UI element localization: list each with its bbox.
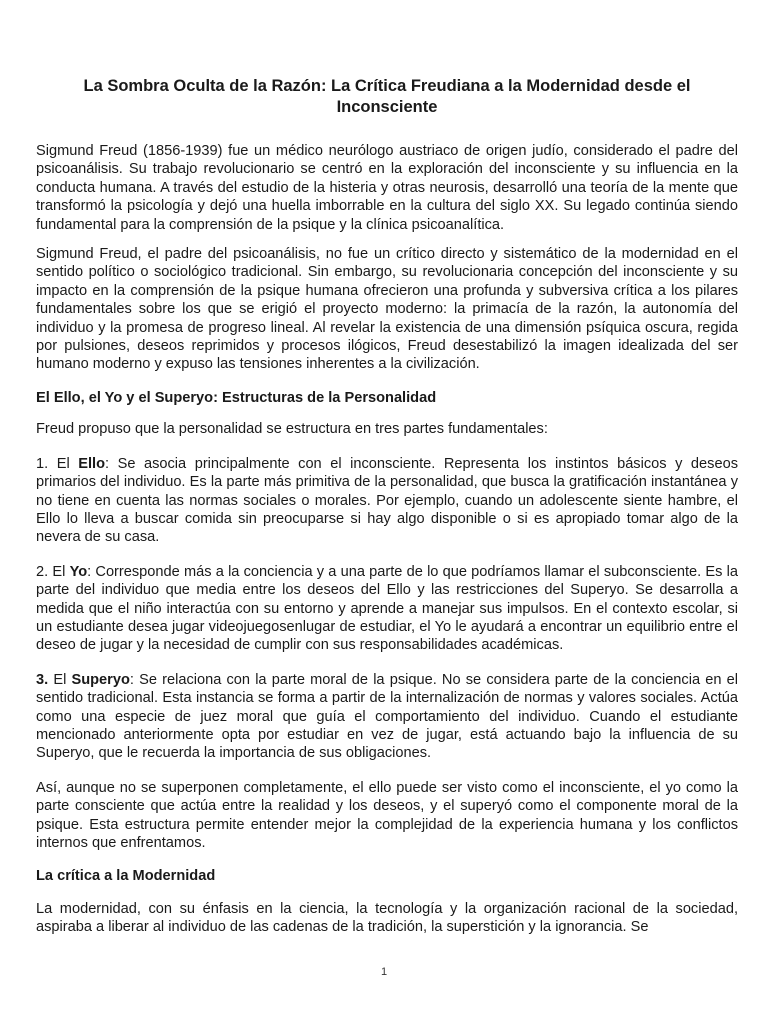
item-term: Ello <box>78 455 105 472</box>
list-item-superyo <box>36 671 738 763</box>
section-heading-structures: El Ello, el Yo y el Superyo: Estructuras de la Personalidad <box>36 389 437 406</box>
item-prefix: 2. El <box>36 563 70 580</box>
page-number: 1 <box>380 966 388 978</box>
modernity-paragraph: La modernidad, con su énfasis en la ciencia, la tecnología y la organización racional de la sociedad, aspiraba a liberar al individuo de las cadenas de la tradición, la superstición y la ignorancia. Se <box>36 900 738 936</box>
item-term: Superyo <box>71 671 130 688</box>
item-text: : Se relaciona con la parte moral de la psique. No se considera parte de la conciencia en el sentido tradicional. Esta instancia se forma a partir de la internalización de normas y valores sociales. Actúa como una especie de juez moral que guía el comportamiento del individuo. Cuando el estudiante mencionado anteriormente opta por estudiar en vez de jugar, está actuando bajo la influencia de su Superyo, que le recuerda la importancia de sus obligaciones. <box>36 671 738 762</box>
item-text: : Se asocia principalmente con el inconsciente. Representa los instintos básicos y deseos primarios del individuo. Es la parte más primitiva de la personalidad, que busca la gratificación instantánea y no tiene en cuenta las normas sociales o morales. Por ejemplo, cuando un adolescente siente hambre, el Ello lo lleva a buscar comida sin preocuparse si hay algo disponible o si es apropiado tomar algo de la nevera de su casa. <box>36 455 738 546</box>
item-prefix: El <box>48 671 72 688</box>
intro-paragraph-2: Sigmund Freud, el padre del psicoanálisis, no fue un crítico directo y sistemático de la modernidad en el sentido político o sociológico tradicional. Sin embargo, su revolucionaria concepción del inconsciente y su impacto en la comprensión de la psique humana ofrecieron una profunda y subversiva crítica a los pilares fundamentales sobre los que se erigió el proyecto moderno: la primacía de la razón, la autonomía del individuo y la promesa de progreso lineal. Al revelar la existencia de una dimensión psíquica oscura, regida por pulsiones, deseos reprimidos y procesos ilógicos, Freud desestabilizó la imagen idealizada del ser humano moderno y expuso las tensiones inherentes a la civilización. <box>36 246 738 373</box>
list-item-yo <box>36 563 738 655</box>
item-number: 3. <box>36 671 49 688</box>
item-text: : Corresponde más a la conciencia y a una parte de lo que podríamos llamar el subconsciente. Es la parte del individuo que media entre los deseos del Ello y las restricciones del Superyo. Se desarrolla a medida que el niño interactúa con su entorno y aprende a manejar sus impulsos. En el contexto escolar, si un estudiante desea jugar videojuegosenlugar de estudiar, el Yo le ayudará a encontrar un equilibrio entre el deseo de jugar y la necesidad de cumplir con sus responsabilidades académicas. <box>36 563 738 654</box>
list-item-ello <box>36 455 738 547</box>
section-heading-modernity: La crítica a la Modernidad <box>36 868 216 885</box>
section-lead: Freud propuso que la personalidad se estructura en tres partes fundamentales: <box>36 421 548 438</box>
item-term: Yo <box>69 563 88 580</box>
item-prefix: 1. El <box>36 455 79 472</box>
section-closing: Así, aunque no se superponen completamente, el ello puede ser visto como el inconsciente, el yo como la parte consciente que actúa entre la realidad y los deseos, y el superyó como el componente moral de la psique. Esta estructura permite entender mejor la complejidad de la experiencia humana y los conflictos internos que enfrentamos. <box>36 779 738 851</box>
document-title: La Sombra Oculta de la Razón: La Crítica Freudiana a la Modernidad desde el Inconsciente <box>83 77 691 116</box>
intro-paragraph-1: Sigmund Freud (1856-1939) fue un médico neurólogo austriaco de origen judío, considerado el padre del psicoanálisis. Su trabajo revolucionario se centró en la exploración del inconsciente y su influencia en la conducta humana. A través del estudio de la histeria y otras neurosis, desarrolló una teoría de la mente que transformó la psicología y dejó una huella imborrable en la cultura del siglo XX. Su legado continúa siendo fundamental para la comprensión de la psique y la clínica psicoanalítica. <box>36 143 738 233</box>
